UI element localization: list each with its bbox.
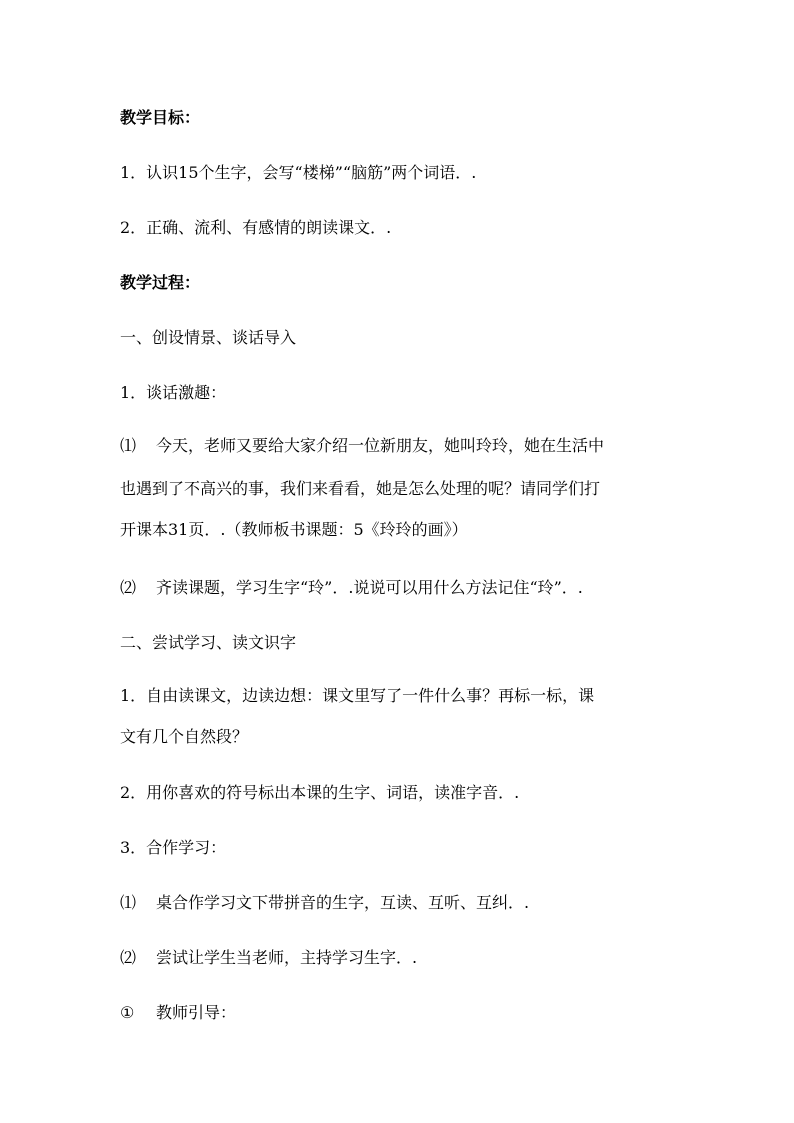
paragraph-marker: ⑴: [120, 436, 137, 455]
paragraph-marker: ⑵: [120, 948, 137, 967]
list-item-read-line-2: 文有几个自然段？: [120, 727, 249, 746]
paragraph-1-line-3: 开课本31页．.（教师板书课题：5《玲玲的画》）: [120, 520, 468, 539]
paragraph-text: 尝试让学生当老师，主持学习生字．.: [156, 948, 418, 967]
paragraph-1-line-2: 也遇到了不高兴的事，我们来看看，她是怎么处理的呢？请同学们打: [120, 479, 601, 498]
paragraph-text: 教师引导：: [156, 1003, 237, 1022]
paragraph-5: [120, 1003, 680, 1023]
section-heading-objectives: 教学目标：: [120, 108, 201, 127]
list-item-talk: 1．谈话激趣：: [120, 383, 227, 402]
paragraph-text: 齐读课题，学习生字“玲”．.说说可以用什么方法记住“玲”．.: [156, 578, 583, 597]
paragraph-marker: ⑴: [120, 893, 137, 912]
list-item-cooperate: 3．合作学习：: [120, 838, 227, 857]
paragraph-3: [120, 893, 680, 913]
paragraph-4: [120, 948, 680, 968]
section-heading-process: 教学过程：: [120, 273, 201, 292]
list-item-read-line-1: 1．自由读课文，边读边想：课文里写了一件什么事？再标一标，课: [120, 686, 595, 705]
subheading-intro: 一、创设情景、谈话导入: [120, 328, 297, 347]
paragraph-marker: ⑵: [120, 578, 137, 597]
paragraph-text: 今天，老师又要给大家介绍一位新朋友，她叫玲玲，她在生活中: [156, 436, 605, 455]
paragraph-marker: ①: [120, 1003, 135, 1022]
subheading-study: 二、尝试学习、读文识字: [120, 633, 297, 652]
objective-item-2: 2．正确、流利、有感情的朗读课文．.: [120, 218, 392, 237]
paragraph-2: [120, 578, 680, 598]
list-item-mark: 2．用你喜欢的符号标出本课的生字、词语，读准字音．.: [120, 783, 520, 802]
paragraph-1-line-1: [120, 436, 680, 456]
objective-item-1: 1．认识15个生字，会写“楼梯”“脑筋”两个词语．.: [120, 163, 477, 182]
paragraph-text: 桌合作学习文下带拼音的生字，互读、互听、互纠．.: [156, 893, 530, 912]
